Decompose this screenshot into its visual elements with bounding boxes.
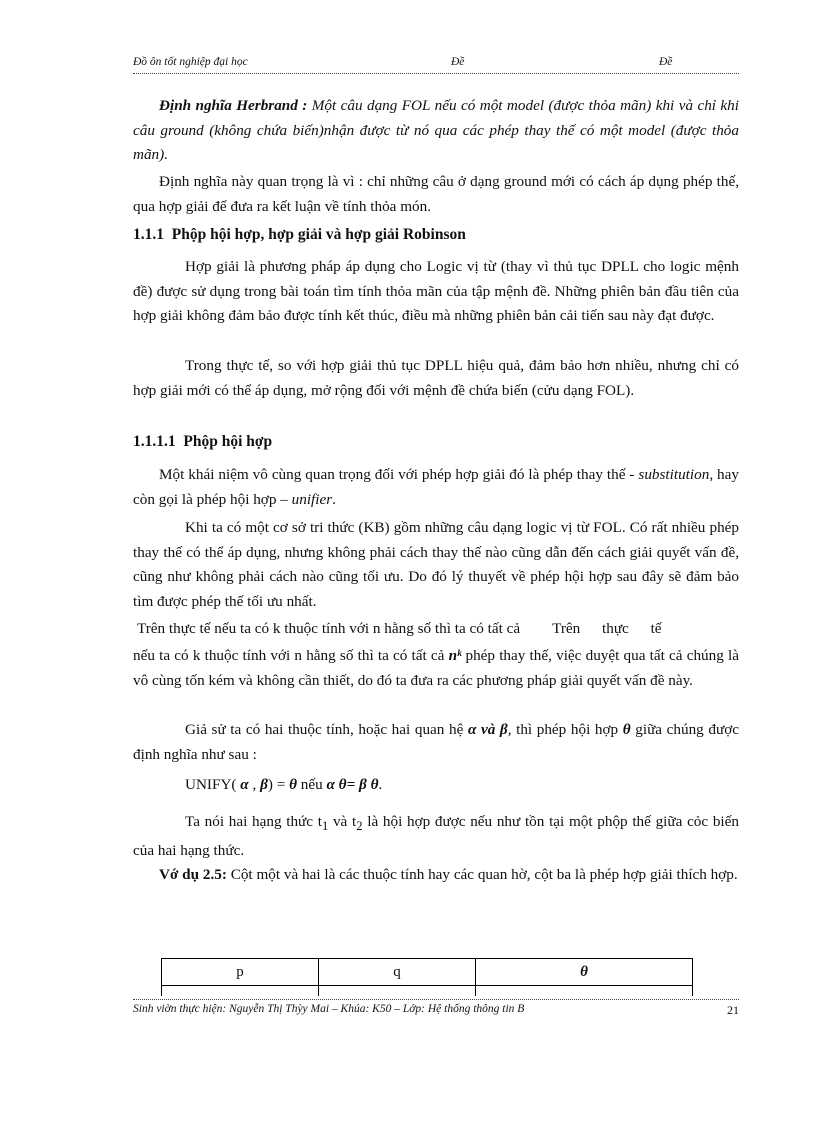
footer-rule	[133, 999, 739, 1000]
example-paragraph	[133, 863, 739, 888]
text: , hay còn gọi là phép hội hợp –	[133, 466, 739, 508]
math-equation: α θ= β θ	[326, 776, 379, 793]
text: Trên thực tế nếu ta có k thuộc tính với n hằng số thì ta có tất cả	[137, 620, 521, 637]
text: ) =	[267, 776, 290, 793]
header-cell-q: q	[319, 959, 476, 986]
unification-table	[161, 958, 693, 996]
math-alpha-beta: α và β	[467, 721, 508, 738]
text: .	[378, 776, 383, 793]
subscript: 2	[356, 819, 363, 834]
text: Giả sử ta có hai thuộc tính, hoặc hai quan hệ	[185, 721, 468, 738]
header-cell-p: p	[162, 959, 319, 986]
heading-1-1-1	[133, 226, 466, 244]
header-left: Đồ ôn tốt nghiệp đại học	[133, 56, 248, 68]
heading-number: 1.1.1	[133, 226, 164, 243]
paragraph-5: Khi ta có một cơ sở tri thức (KB) gồm những câu dạng logic vị từ FOL. Có rất nhiều phép thay thế có thể áp dụng, nhưng không phải cách thay thế nào cũng dẫn đến cách giải quyết vấn đề, cũng như không phải cách nào cũng tối ưu. Do đó lý thuyết về phép hội hợp sau đây sẽ đảm bảo tìm được phép thế tối ưu nhất.	[133, 519, 739, 610]
heading-number: 1.1.1.1	[133, 433, 176, 450]
paragraph-8	[133, 810, 739, 863]
text: và t	[328, 813, 357, 830]
paragraph-6-line-1	[137, 620, 743, 638]
text: là hội hợp được nếu như tồn tại một phộp thế giữa cỏc biến của hai hạng thức.	[133, 813, 739, 859]
text: Trên thực tế	[552, 620, 662, 637]
paragraph-6	[133, 644, 739, 693]
term-substitution: substitution	[638, 466, 710, 483]
paragraph-7	[133, 718, 739, 767]
page-header	[133, 56, 739, 72]
paragraph-3: Trong thực tế, so với hợp giải thủ tục DPLL hiệu quả, đảm bảo hơn nhiều, nhưng chỉ có hợp giải mới có thể áp dụng, mở rộng đối với mệnh đề chứa biến (cửu dạng FOL).	[133, 357, 739, 399]
text: Một khái niệm vô cùng quan trọng đối với phép hợp giải đó là phép thay thế -	[159, 466, 639, 483]
text: .	[332, 490, 336, 508]
paragraph-2: Hợp giải là phương pháp áp dụng cho Logic vị từ (thay vì thủ tục DPLL cho logic mệnh đề) được sử dụng trong bài toán tìm tính thỏa mãn của tập mệnh đề. Những phiên bản đầu tiên của hợp giải không đảm bảo được tính kết thúc, điều mà những phiên bản cải tiến sau này đạt được.	[133, 258, 739, 324]
definition-term: Định nghĩa Herbrand :	[159, 97, 308, 114]
math-theta: θ	[289, 776, 297, 793]
header-right: Đề	[659, 56, 673, 68]
example-label: Vớ dụ 2.5:	[159, 866, 227, 883]
heading-title: Phộp hội hợp	[183, 433, 273, 450]
page-footer	[133, 1003, 739, 1015]
header-cell-theta: θ	[476, 959, 693, 986]
math-beta: β	[260, 776, 268, 793]
text: ,	[248, 776, 261, 793]
definition-body: Một câu dạng FOL nếu có một model (được thỏa mãn) khi và chỉ khi câu ground (không chứa biến)nhận được từ nó qua các phép thay thế có một model (được thỏa mãn).	[133, 97, 739, 163]
table-header-row	[162, 959, 693, 986]
text: Ta nói hai hạng thức t	[185, 813, 322, 830]
example-body: Cột một và hai là các thuộc tính hay các quan hờ, cột ba là phép hợp giải thích hợp.	[226, 866, 738, 883]
term-unifier: unifier	[291, 490, 333, 508]
table-row	[162, 986, 693, 997]
table-cell	[319, 986, 476, 997]
table-cell	[476, 986, 693, 997]
paragraph-1: Định nghĩa này quan trọng là vì : chỉ những câu ở dạng ground mới có cách áp dụng phép thế, qua hợp giải để đưa ra kết luận về tính thỏa món.	[133, 173, 739, 215]
text: UNIFY(	[185, 776, 241, 793]
unify-formula	[185, 776, 791, 794]
subscript: 1	[321, 819, 329, 834]
text: , thì phép hội hợp	[507, 721, 623, 738]
math-n-power-k: nᵏ	[448, 647, 462, 664]
header-rule	[133, 73, 739, 74]
math-alpha: α	[240, 776, 249, 793]
heading-title: Phộp hội hợp, hợp giải và hợp giải Robinson	[171, 226, 466, 243]
herbrand-definition	[133, 94, 739, 168]
math-theta: θ	[622, 721, 631, 738]
page-number: 21	[727, 1003, 739, 1017]
heading-1-1-1-1	[133, 433, 272, 451]
table-cell	[162, 986, 319, 997]
text: giữa chúng được định nghĩa như sau :	[133, 721, 739, 763]
paragraph-4	[133, 463, 739, 512]
text: phép thay thế, việc duyệt qua tất cả chúng là vô cùng tốn kém và không cần thiết, do đó ta đưa ra các phương pháp giải quyết vấn đề này.	[133, 647, 739, 689]
header-mid: Đề	[451, 56, 465, 68]
text: nếu	[296, 776, 327, 793]
footer-text: Sinh viờn thực hiện: Nguyễn Thị Thỳy Mai – Khúa: K50 – Lớp: Hệ thống thông tin B	[133, 1003, 525, 1015]
text: nếu ta có k thuộc tính với n hằng số thì ta có tất cả	[133, 647, 449, 664]
